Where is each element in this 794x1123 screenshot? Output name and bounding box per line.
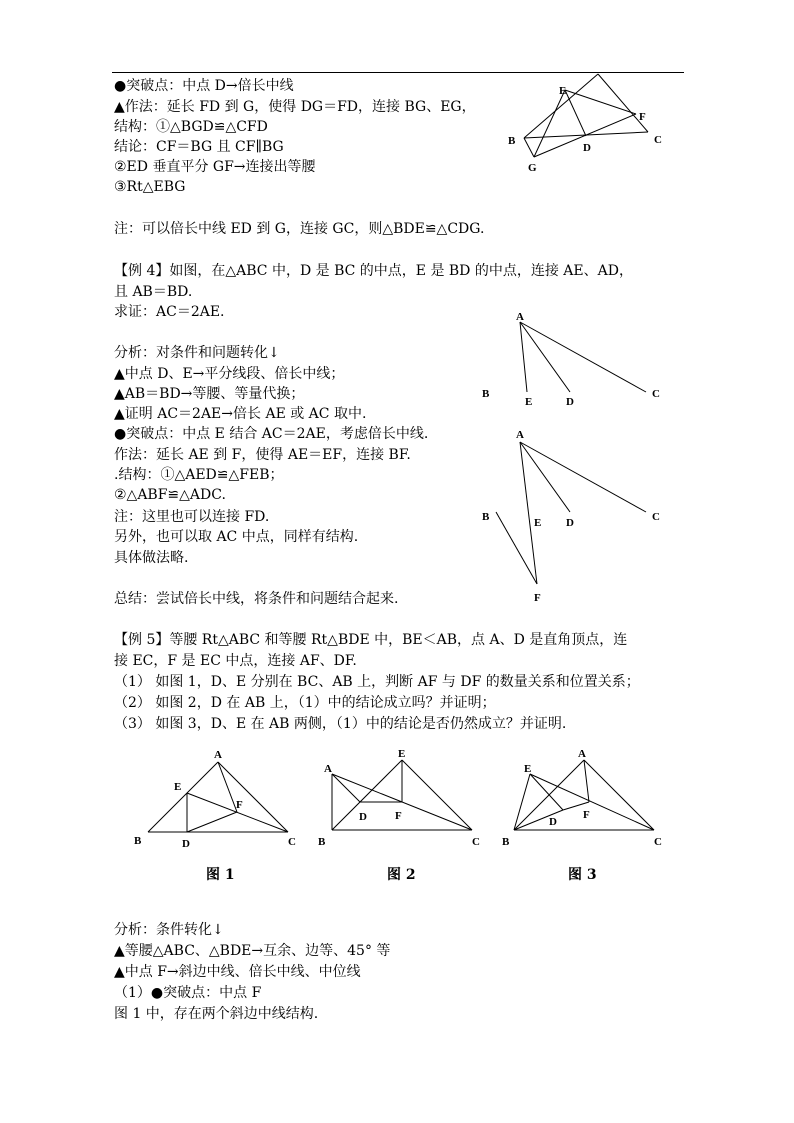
text-line: （3） 如图 3，D、E 在 AB 两侧，（1）中的结论是否仍然成立？并证明. — [114, 716, 567, 732]
caption-figure-2: 图 2 — [387, 867, 416, 883]
label-D: D — [566, 517, 574, 529]
text-line: ▲证明 AC＝2AE→倍长 AE 或 AC 取中. — [114, 406, 367, 422]
label-C: C — [652, 388, 660, 400]
label-C: C — [654, 836, 662, 848]
text-line: ▲AB＝BD→等腰、等量代换； — [114, 386, 305, 402]
caption-figure-3: 图 3 — [568, 867, 597, 883]
text-line: ▲作法：延长 FD 到 G，使得 DG＝FD，连接 BG、EG， — [114, 99, 476, 115]
label-C: C — [288, 836, 296, 848]
text-line: （1）●突破点：中点 F — [114, 985, 262, 1001]
text-line: ③Rt△EBG — [114, 179, 186, 195]
text-line: ●突破点：中点 E 结合 AC＝2AE，考虑倍长中线. — [114, 426, 429, 442]
text-line: 总结：尝试倍长中线，将条件和问题结合起来. — [114, 591, 399, 607]
text-line: 具体做法略. — [114, 550, 189, 566]
label-C: C — [472, 836, 480, 848]
figure-example4-b — [476, 426, 676, 606]
label-D: D — [549, 816, 557, 828]
text-line: 作法：延长 AE 到 F，使得 AE＝EF，连接 BF. — [114, 447, 411, 463]
label-D: D — [182, 838, 190, 850]
text-line: （1） 如图 1，D、E 分别在 BC、AB 上，判断 AF 与 DF 的数量关系和位置关系； — [114, 674, 640, 690]
figure-top-triangle — [500, 72, 680, 182]
text-line: .结构：①△AED≌△FEB； — [114, 467, 284, 483]
label-A: A — [324, 763, 332, 775]
label-A: A — [578, 748, 586, 760]
label-B: B — [482, 388, 490, 400]
text-line: ②ED 垂直平分 GF→连接出等腰 — [114, 159, 316, 175]
text-line: 另外，也可以取 AC 中点，同样有结构. — [114, 529, 359, 545]
figure-2 — [312, 744, 492, 854]
label-B: B — [508, 135, 516, 147]
text-line: 注：这里也可以连接 FD. — [114, 509, 270, 525]
text-line: 分析：对条件和问题转化↓ — [114, 345, 280, 361]
label-A: A — [214, 749, 222, 761]
label-F: F — [395, 810, 402, 822]
text-line: 图 1 中，存在两个斜边中线结构. — [114, 1006, 319, 1022]
label-F: F — [639, 111, 646, 123]
text-line: 结构：①△BGD≌△CFD — [114, 119, 268, 135]
label-D: D — [566, 396, 574, 408]
label-G: G — [528, 162, 537, 174]
label-A: A — [516, 311, 524, 323]
text-line: ②△ABF≌△ADC. — [114, 487, 226, 503]
text-line: 结论：CF＝BG 且 CF∥BG — [114, 139, 284, 155]
label-F: F — [236, 799, 243, 811]
text-line: ▲中点 D、E→平分线段、倍长中线； — [114, 366, 345, 382]
label-E: E — [525, 396, 533, 408]
text-line: 接 EC，F 是 EC 中点，连接 AF、DF. — [114, 653, 357, 669]
label-E: E — [524, 763, 532, 775]
figure-3 — [494, 744, 674, 854]
label-E: E — [559, 85, 567, 97]
label-B: B — [482, 511, 490, 523]
label-B: B — [318, 836, 326, 848]
label-F: F — [583, 809, 590, 821]
label-D: D — [359, 811, 367, 823]
text-line: 且 AB＝BD. — [114, 284, 193, 300]
label-B: B — [502, 836, 510, 848]
label-E: E — [398, 748, 406, 760]
text-line: 求证：AC＝2AE. — [114, 304, 225, 320]
figure-example4-a — [476, 308, 676, 412]
text-line: 注：可以倍长中线 ED 到 G，连接 GC，则△BDE≌△CDG. — [114, 221, 485, 237]
text-line: ●突破点：中点 D→倍长中线 — [114, 78, 294, 94]
label-D: D — [583, 142, 591, 154]
text-line: 【例 5】等腰 Rt△ABC 和等腰 Rt△BDE 中，BE＜AB，点 A、D 是直角顶点，连 — [114, 632, 628, 648]
label-E: E — [534, 517, 542, 529]
text-line: 【例 4】如图，在△ABC 中，D 是 BC 的中点，E 是 BD 的中点，连接 AE、AD， — [114, 263, 633, 279]
caption-figure-1: 图 1 — [206, 867, 235, 883]
figure-1 — [130, 744, 310, 854]
label-C: C — [652, 511, 660, 523]
text-line: （2） 如图 2，D 在 AB 上，（1）中的结论成立吗？并证明； — [114, 695, 496, 711]
text-line: ▲等腰△ABC、△BDE→互余、边等、45° 等 — [114, 943, 391, 959]
text-line: 分析：条件转化↓ — [114, 922, 224, 938]
label-B: B — [134, 835, 142, 847]
label-F: F — [534, 592, 541, 604]
label-A: A — [516, 429, 524, 441]
label-E: E — [174, 781, 182, 793]
label-C: C — [654, 134, 662, 146]
text-line: ▲中点 F→斜边中线、倍长中线、中位线 — [114, 964, 361, 980]
